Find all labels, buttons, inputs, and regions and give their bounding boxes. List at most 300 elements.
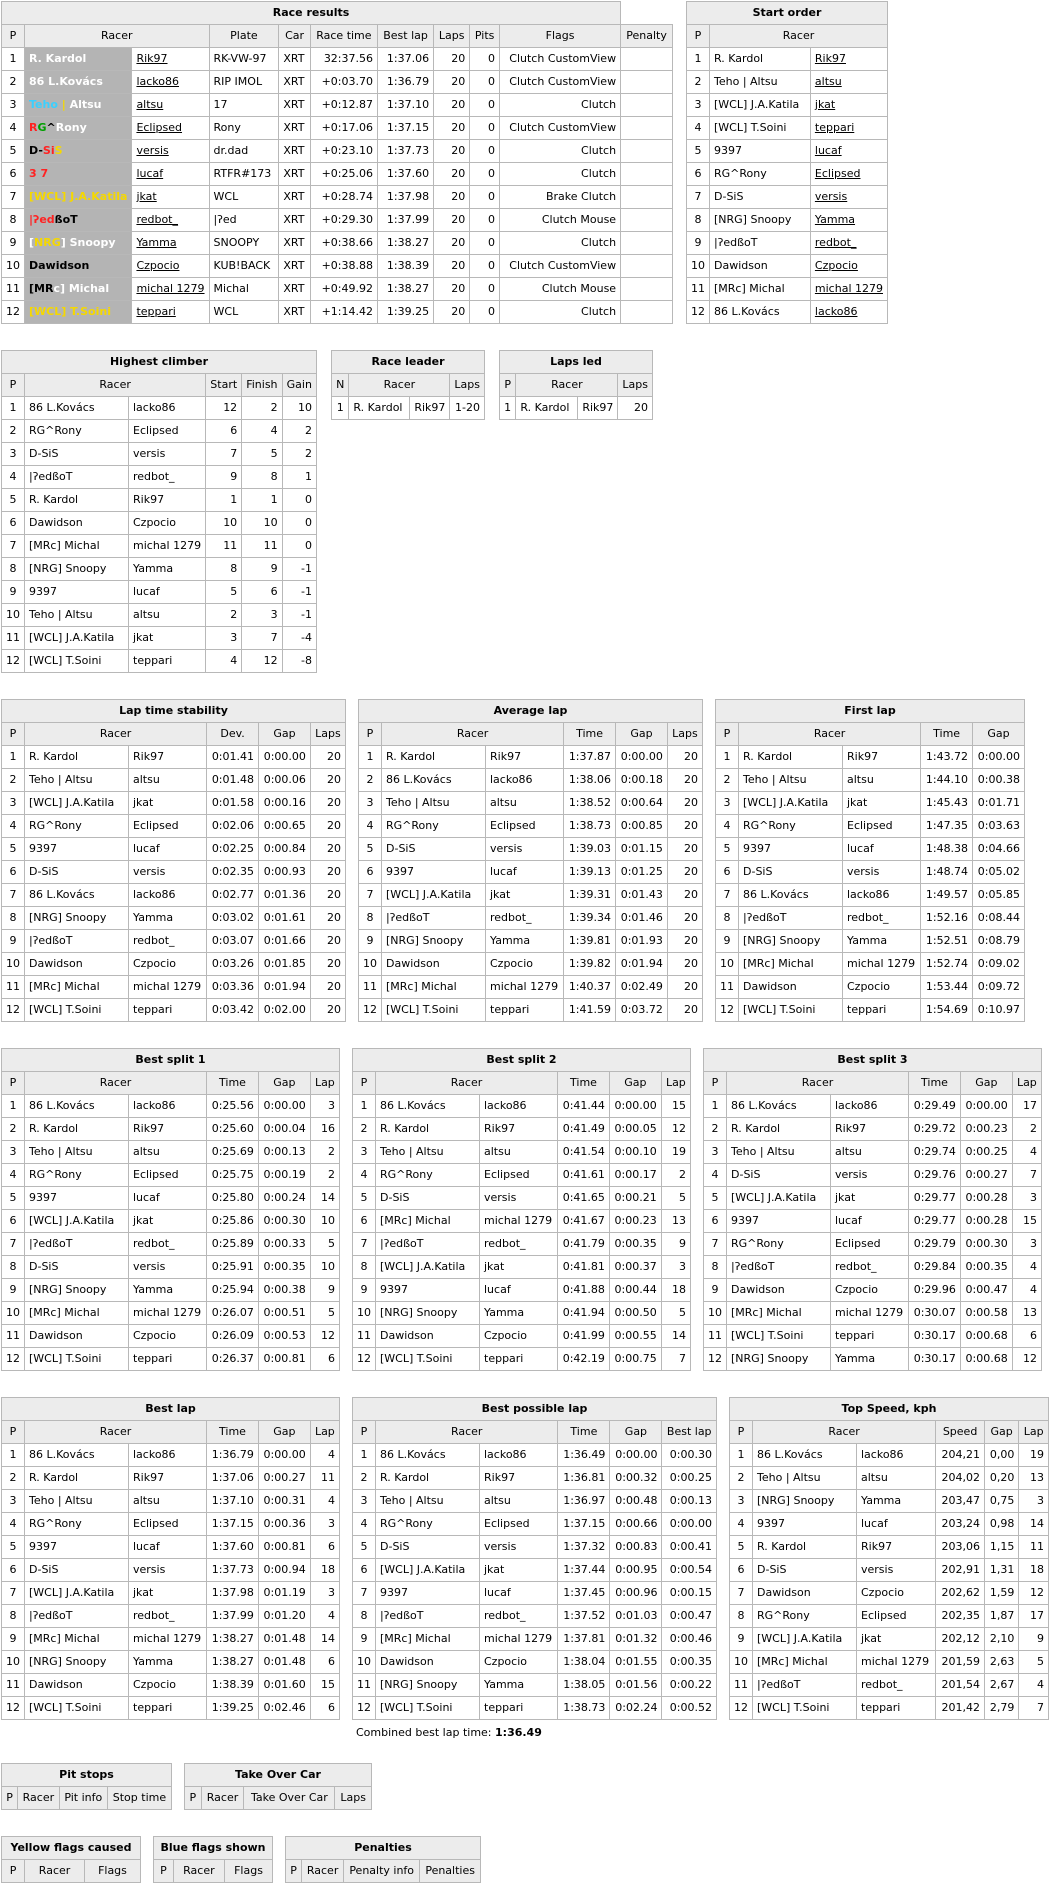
best-possible-lap-header xyxy=(353,1421,717,1444)
plate: SNOOPY xyxy=(209,232,279,255)
best-possible-lap-table xyxy=(352,1397,717,1720)
position: 8 xyxy=(353,1605,376,1628)
value-cell: 0:01.48 xyxy=(258,1628,310,1651)
racer-name xyxy=(25,209,132,232)
racer-name-part: Dawidson xyxy=(29,259,90,272)
table-row xyxy=(2,1697,340,1720)
table-row xyxy=(353,1302,691,1325)
racer-username[interactable]: Yamma xyxy=(136,236,177,249)
racer-username: versis xyxy=(480,1187,558,1210)
racer-name: [MRc] Michal xyxy=(739,953,843,976)
racer-username[interactable]: lacko86 xyxy=(814,305,858,318)
position: 2 xyxy=(2,769,25,792)
value-cell: 4 xyxy=(310,1605,339,1628)
racer-username: Rik97 xyxy=(129,1467,207,1490)
racer-username: redbot_ xyxy=(480,1233,558,1256)
col-p: P xyxy=(2,1860,25,1883)
racer-name: RG^Rony xyxy=(739,815,843,838)
racer-username: Rik97 xyxy=(129,489,206,512)
racer-username-link[interactable] xyxy=(810,232,887,255)
racer-name: [WCL] J.A.Katila xyxy=(25,792,129,815)
value-cell: 1:37.81 xyxy=(558,1628,610,1651)
value-cell: 0:03.26 xyxy=(207,953,259,976)
value-cell: 20 xyxy=(667,953,702,976)
value-cell: 20 xyxy=(310,838,345,861)
penalties-table xyxy=(285,1836,481,1883)
racer-username-link[interactable] xyxy=(132,301,209,324)
racer-name: R. Kardol xyxy=(25,489,129,512)
position: 9 xyxy=(359,930,382,953)
racer-name: [MRc] Michal xyxy=(25,1628,129,1651)
position: 6 xyxy=(687,163,710,186)
value-cell: 15 xyxy=(1012,1210,1041,1233)
combined-best-lap xyxy=(356,1726,542,1739)
racer-name: [WCL] T.Soini xyxy=(753,1697,857,1720)
col-finish: Finish xyxy=(242,374,282,397)
racer-username[interactable]: jkat xyxy=(136,190,157,203)
value-cell: 2,67 xyxy=(984,1674,1018,1697)
racer-username: redbot_ xyxy=(480,1605,558,1628)
value-cell: 0:00.68 xyxy=(960,1348,1012,1371)
value-cell: 0:41.54 xyxy=(558,1141,610,1164)
value-cell: 4 xyxy=(1012,1141,1041,1164)
table-row xyxy=(2,1302,340,1325)
value-cell: 0:00.22 xyxy=(662,1674,717,1697)
racer-username[interactable]: teppari xyxy=(136,305,176,318)
racer-username: redbot_ xyxy=(129,930,207,953)
racer-username: versis xyxy=(486,838,564,861)
racer-username[interactable]: jkat xyxy=(814,98,836,111)
table-row xyxy=(730,1444,1049,1467)
value-cell: 1:38.27 xyxy=(207,1651,259,1674)
racer-name xyxy=(25,163,132,186)
table-row xyxy=(2,1187,340,1210)
value-cell: 1:37.99 xyxy=(207,1605,259,1628)
racer-username-link[interactable] xyxy=(132,255,209,278)
racer-username[interactable]: Rik97 xyxy=(814,52,846,65)
value-cell: 0:00.81 xyxy=(258,1536,310,1559)
racer-username: Yamma xyxy=(480,1674,558,1697)
racer-username-link[interactable] xyxy=(810,117,887,140)
best-lap-title: Best lap xyxy=(2,1398,340,1421)
value-cell: 5 xyxy=(242,443,282,466)
position: 12 xyxy=(730,1697,753,1720)
penalty xyxy=(621,255,673,278)
value-cell: 0:00.00 xyxy=(662,1513,717,1536)
table-row xyxy=(353,1095,691,1118)
race-time: 32:37.56 xyxy=(310,48,377,71)
best-split-3-header xyxy=(704,1072,1042,1095)
value-cell: 17 xyxy=(1019,1605,1049,1628)
value-cell: 12 xyxy=(661,1118,690,1141)
laps: 20 xyxy=(434,255,470,278)
racer-username: altsu xyxy=(480,1141,558,1164)
value-cell: 9 xyxy=(310,1279,339,1302)
table-row xyxy=(704,1118,1042,1141)
value-cell: 0:00.19 xyxy=(258,1164,310,1187)
table-row xyxy=(2,466,317,489)
racer-username-link[interactable] xyxy=(810,94,887,117)
value-cell: 0:02.46 xyxy=(258,1697,310,1720)
flags: Clutch CustomView xyxy=(500,71,621,94)
racer-username: Eclipsed xyxy=(129,815,207,838)
start-order-title: Start order xyxy=(687,2,888,25)
table-row xyxy=(730,1697,1049,1720)
table-row xyxy=(353,1141,691,1164)
racer-username[interactable]: michal 1279 xyxy=(136,282,205,295)
racer-name: D-SiS xyxy=(739,861,843,884)
racer-username-link[interactable] xyxy=(810,140,887,163)
position: 12 xyxy=(716,999,739,1022)
racer-username: Eclipsed xyxy=(480,1164,558,1187)
racer-name-part: [WCL] J.A.Katila xyxy=(29,190,128,203)
racer-name-part: G xyxy=(37,121,47,134)
racer-username[interactable]: Eclipsed xyxy=(814,167,861,180)
table-row xyxy=(704,1210,1042,1233)
table-row xyxy=(2,1559,340,1582)
table-row xyxy=(730,1513,1049,1536)
col-p: P xyxy=(2,374,25,397)
racer-username-link[interactable] xyxy=(132,117,209,140)
col-p: P xyxy=(154,1860,174,1883)
col-gap: Gap xyxy=(960,1072,1012,1095)
racer-name: [WCL] T.Soini xyxy=(382,999,486,1022)
value-cell: 0:00.27 xyxy=(960,1164,1012,1187)
racer-username: lacko86 xyxy=(486,769,564,792)
table-row xyxy=(2,1210,340,1233)
col-racer: Racer xyxy=(376,1072,558,1095)
racer-username-link[interactable] xyxy=(810,255,887,278)
value-cell: 0:05.85 xyxy=(973,884,1025,907)
car: XRT xyxy=(279,301,310,324)
racer-username[interactable]: lucaf xyxy=(136,167,164,180)
racer-name: [NRG] Snoopy xyxy=(753,1490,857,1513)
racer-name: [WCL] T.Soini xyxy=(25,1348,129,1371)
position: 8 xyxy=(730,1605,753,1628)
value-cell: 1:37.73 xyxy=(207,1559,259,1582)
value-cell: 0:00.00 xyxy=(609,1095,661,1118)
plate: WCL xyxy=(209,301,279,324)
table-row xyxy=(704,1325,1042,1348)
position: 10 xyxy=(2,604,25,627)
position: 7 xyxy=(359,884,382,907)
position: 7 xyxy=(687,186,710,209)
racer-name: [WCL] J.A.Katila xyxy=(376,1256,480,1279)
value-cell: 0:00.83 xyxy=(610,1536,662,1559)
racer-username[interactable]: Czpocio xyxy=(136,259,180,272)
racer-username[interactable]: redbot_ xyxy=(136,213,178,226)
racer-username-link[interactable] xyxy=(132,232,209,255)
position: 7 xyxy=(730,1582,753,1605)
value-cell: 0:01.61 xyxy=(259,907,311,930)
racer-username: teppari xyxy=(129,650,206,673)
racer-username: Rik97 xyxy=(129,746,207,769)
value-cell: 0:09.72 xyxy=(973,976,1025,999)
racer-username-link[interactable] xyxy=(810,278,887,301)
value-cell: 20 xyxy=(310,792,345,815)
blue-flags-header xyxy=(154,1860,273,1883)
table-row xyxy=(2,1490,340,1513)
racer-username: Rik97 xyxy=(129,1118,207,1141)
table-row xyxy=(353,1605,717,1628)
racer-username-link[interactable] xyxy=(132,140,209,163)
laps: 20 xyxy=(434,278,470,301)
racer-username: redbot_ xyxy=(129,466,206,489)
value-cell: 20 xyxy=(667,861,702,884)
col-laps: Laps xyxy=(434,25,470,48)
position: 6 xyxy=(730,1559,753,1582)
value-cell: 1:38.73 xyxy=(564,815,616,838)
value-cell: 201,59 xyxy=(936,1651,985,1674)
average-lap-header xyxy=(359,723,703,746)
racer-name: 9397 xyxy=(710,140,811,163)
racer-username[interactable]: redbot_ xyxy=(814,236,857,249)
best-lap: 1:38.27 xyxy=(378,232,434,255)
racer-username: lacko86 xyxy=(480,1444,558,1467)
value-cell: 0:00.85 xyxy=(616,815,668,838)
racer-username: Rik97 xyxy=(857,1536,936,1559)
value-cell: 0,20 xyxy=(984,1467,1018,1490)
racer-name: [MRc] Michal xyxy=(382,976,486,999)
col-racer: Racer xyxy=(349,374,450,397)
racer-username-link[interactable] xyxy=(132,209,209,232)
position: 11 xyxy=(716,976,739,999)
position: 1 xyxy=(687,48,710,71)
racer-username-link[interactable] xyxy=(132,278,209,301)
racer-username: Yamma xyxy=(831,1348,909,1371)
value-cell: 0:00.21 xyxy=(609,1187,661,1210)
racer-name: [WCL] J.A.Katila xyxy=(753,1628,857,1651)
racer-name: [NRG] Snoopy xyxy=(25,558,129,581)
position: 2 xyxy=(2,420,25,443)
racer-username-link[interactable] xyxy=(132,48,209,71)
value-cell: 0:00.35 xyxy=(960,1256,1012,1279)
racer-name: Teho | Altsu xyxy=(739,769,843,792)
position: 3 xyxy=(716,792,739,815)
col-racer: Racer xyxy=(753,1421,936,1444)
position: 11 xyxy=(687,278,710,301)
position: 10 xyxy=(353,1651,376,1674)
value-cell: 1,87 xyxy=(984,1605,1018,1628)
position: 8 xyxy=(359,907,382,930)
racer-username: michal 1279 xyxy=(831,1302,909,1325)
value-cell: 0:42.19 xyxy=(558,1348,610,1371)
take-over-car-table xyxy=(184,1763,372,1810)
value-cell: 6 xyxy=(310,1348,339,1371)
value-cell: 2 xyxy=(242,397,282,420)
value-cell: 5 xyxy=(310,1302,339,1325)
racer-username-link[interactable] xyxy=(810,163,887,186)
racer-username: lacko86 xyxy=(831,1095,909,1118)
table-row xyxy=(332,397,485,420)
value-cell: 17 xyxy=(1012,1095,1041,1118)
start-order-table xyxy=(686,1,888,324)
racer-name: 9397 xyxy=(727,1210,831,1233)
flags: Clutch xyxy=(500,301,621,324)
position: 9 xyxy=(2,1628,25,1651)
racer-name: 86 L.Kovács xyxy=(739,884,843,907)
position: 10 xyxy=(2,1651,25,1674)
racer-username[interactable]: teppari xyxy=(814,121,855,134)
col-lap: Lap xyxy=(661,1072,690,1095)
value-cell: 0:00.95 xyxy=(610,1559,662,1582)
value-cell: 0:00.06 xyxy=(259,769,311,792)
racer-username[interactable]: versis xyxy=(136,144,169,157)
value-cell: 204,21 xyxy=(936,1444,985,1467)
value-cell: 0:25.94 xyxy=(207,1279,259,1302)
take-over-header xyxy=(185,1787,372,1810)
col-flags: Flags xyxy=(225,1860,273,1883)
racer-name: Dawidson xyxy=(25,953,129,976)
position: 11 xyxy=(730,1674,753,1697)
penalty xyxy=(621,48,673,71)
racer-username: jkat xyxy=(480,1559,558,1582)
racer-username: Rik97 xyxy=(480,1118,558,1141)
value-cell: 0:41.88 xyxy=(558,1279,610,1302)
value-cell: 4 xyxy=(1012,1256,1041,1279)
racer-username[interactable]: Yamma xyxy=(814,213,856,226)
racer-username-link[interactable] xyxy=(132,186,209,209)
racer-username: Czpocio xyxy=(480,1651,558,1674)
table-row xyxy=(353,1628,717,1651)
col-laps: Laps xyxy=(618,374,653,397)
table-row xyxy=(359,999,703,1022)
col-gap: Gap xyxy=(258,1421,310,1444)
racer-username: teppari xyxy=(857,1697,936,1720)
plate: Michal xyxy=(209,278,279,301)
table-row xyxy=(716,976,1025,999)
racer-name: Dawidson xyxy=(25,512,129,535)
racer-username: versis xyxy=(480,1536,558,1559)
value-cell: 19 xyxy=(661,1141,690,1164)
value-cell: 1:37.10 xyxy=(207,1490,259,1513)
racer-username[interactable]: lucaf xyxy=(814,144,842,157)
racer-username-link[interactable] xyxy=(810,209,887,232)
start-order-row xyxy=(687,48,888,71)
value-cell: 1:37.87 xyxy=(564,746,616,769)
racer-username: lucaf xyxy=(486,861,564,884)
position: 1 xyxy=(704,1095,727,1118)
position: 8 xyxy=(687,209,710,232)
start-order-row xyxy=(687,209,888,232)
racer-username-link[interactable] xyxy=(810,48,887,71)
racer-username[interactable]: altsu xyxy=(814,75,842,88)
laps-led-table xyxy=(499,350,653,420)
value-cell: 0:41.49 xyxy=(558,1118,610,1141)
position: 2 xyxy=(704,1118,727,1141)
racer-username-link[interactable] xyxy=(810,301,887,324)
racer-name: RG^Rony xyxy=(382,815,486,838)
position: 3 xyxy=(2,94,25,117)
racer-name: R. Kardol xyxy=(376,1467,480,1490)
value-cell: 0:00.94 xyxy=(258,1559,310,1582)
value-cell: 0:00.51 xyxy=(258,1302,310,1325)
racer-username: Eclipsed xyxy=(129,1513,207,1536)
penalty xyxy=(621,94,673,117)
racer-username[interactable]: versis xyxy=(814,190,848,203)
racer-name: [WCL] J.A.Katila xyxy=(727,1187,831,1210)
value-cell: 0:10.97 xyxy=(973,999,1025,1022)
position: 12 xyxy=(2,650,25,673)
racer-username: Czpocio xyxy=(831,1279,909,1302)
table-row xyxy=(716,769,1025,792)
value-cell: 0:00.35 xyxy=(609,1233,661,1256)
col-racer: Racer xyxy=(710,25,888,48)
racer-username[interactable]: michal 1279 xyxy=(814,282,883,295)
value-cell: 0:00.68 xyxy=(960,1325,1012,1348)
value-cell: 0:03.36 xyxy=(207,976,259,999)
position: 5 xyxy=(2,1536,25,1559)
top-speed-table xyxy=(729,1397,1049,1720)
racer-name-part: NRG xyxy=(34,236,61,249)
racer-username: Yamma xyxy=(843,930,921,953)
laps: 20 xyxy=(434,163,470,186)
racer-username[interactable]: altsu xyxy=(136,98,164,111)
table-row xyxy=(2,558,317,581)
flags: Clutch xyxy=(500,163,621,186)
value-cell: 0:01.19 xyxy=(258,1582,310,1605)
value-cell: 20 xyxy=(667,930,702,953)
racer-name-part: ßoT xyxy=(54,213,78,226)
race-time: +0:28.74 xyxy=(310,186,377,209)
position: 5 xyxy=(687,140,710,163)
table-row xyxy=(704,1279,1042,1302)
racer-username[interactable]: lacko86 xyxy=(136,75,179,88)
racer-username[interactable]: Eclipsed xyxy=(136,121,183,134)
racer-name: 86 L.Kovács xyxy=(376,1444,480,1467)
value-cell: 0:08.44 xyxy=(973,907,1025,930)
table-row xyxy=(716,838,1025,861)
racer-name: 86 L.Kovács xyxy=(753,1444,857,1467)
best-split-2-table xyxy=(352,1048,691,1371)
position: 5 xyxy=(2,1187,25,1210)
col-penalty: Penalty xyxy=(621,25,673,48)
position: 7 xyxy=(2,535,25,558)
racer-username[interactable]: Czpocio xyxy=(814,259,858,272)
racer-name: [WCL] J.A.Katila xyxy=(25,1582,129,1605)
value-cell: 11 xyxy=(1019,1536,1049,1559)
pits: 0 xyxy=(470,71,500,94)
value-cell: 0:29.84 xyxy=(909,1256,961,1279)
racer-username: lucaf xyxy=(480,1582,558,1605)
value-cell: 0:03.72 xyxy=(616,999,668,1022)
racer-username-link[interactable] xyxy=(132,71,209,94)
value-cell: 0:00.00 xyxy=(610,1444,662,1467)
value-cell: -1 xyxy=(282,604,316,627)
value-cell: 9 xyxy=(661,1233,690,1256)
racer-username: Czpocio xyxy=(129,953,207,976)
racer-username-link[interactable] xyxy=(132,94,209,117)
value-cell: 0:01.20 xyxy=(258,1605,310,1628)
racer-username: Yamma xyxy=(480,1302,558,1325)
racer-username-link[interactable] xyxy=(132,163,209,186)
value-cell: 0:41.99 xyxy=(558,1325,610,1348)
table-row xyxy=(2,1536,340,1559)
col-p: P xyxy=(359,723,382,746)
table-row xyxy=(2,792,346,815)
racer-username-link[interactable] xyxy=(810,186,887,209)
value-cell: 12 xyxy=(1012,1348,1041,1371)
racer-name-part: Si xyxy=(42,144,55,157)
race-results-row xyxy=(2,301,673,324)
racer-username-link[interactable] xyxy=(810,71,887,94)
table-row xyxy=(359,746,703,769)
value-cell: 3 xyxy=(310,1095,339,1118)
racer-name: Teho | Altsu xyxy=(376,1141,480,1164)
racer-username[interactable]: Rik97 xyxy=(136,52,168,65)
racer-name: [MRc] Michal xyxy=(25,1302,129,1325)
racer-username: versis xyxy=(129,861,207,884)
